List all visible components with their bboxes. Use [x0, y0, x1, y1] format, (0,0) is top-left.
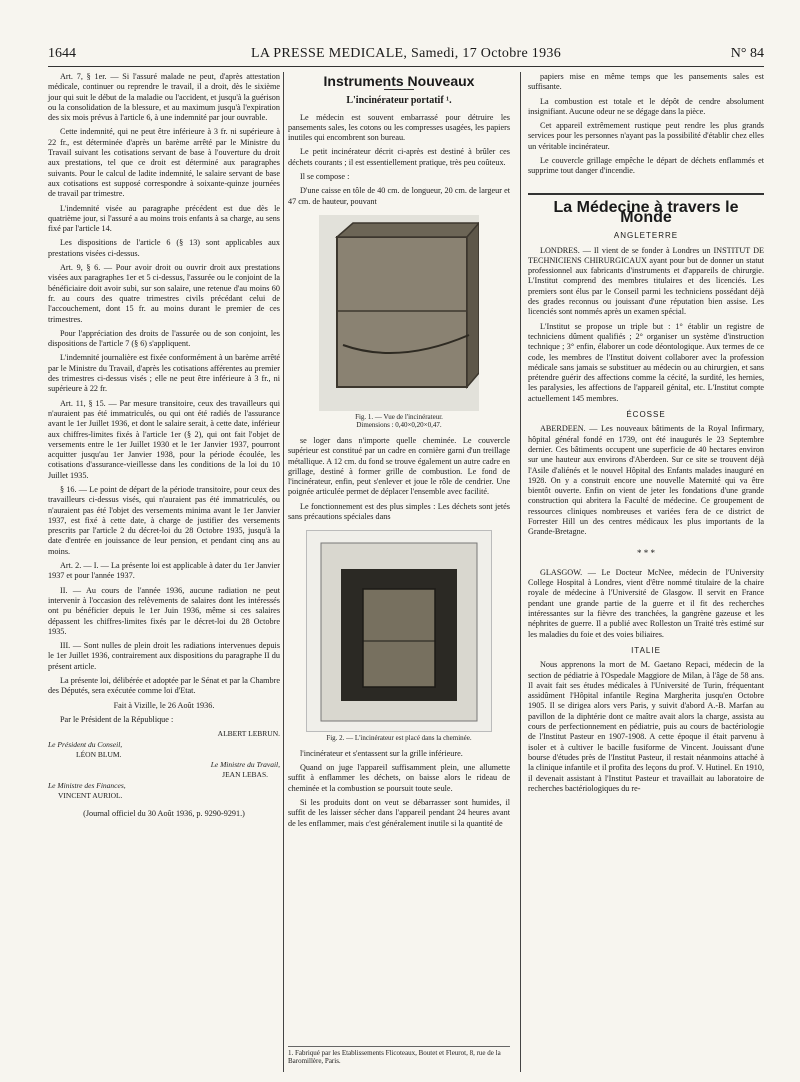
column-divider-2: [520, 72, 521, 1072]
signature-title: Le Ministre du Travail,: [210, 760, 280, 770]
signature-name: JEAN LEBAS.: [222, 770, 268, 780]
signature-title: Le Ministre des Finances,: [48, 780, 126, 790]
paragraph: Art. 2. — I. — La présente loi est applicable à dater du 1er Janvier 1937 et pour l'année 1937.: [48, 561, 280, 581]
country-heading: ÉCOSSE: [626, 410, 666, 420]
paragraph: Pour l'appréciation des droits de l'assurée ou de son conjoint, les dispositions de l'article 7 (§ 6) s'appliquent.: [48, 328, 280, 349]
page-header: [48, 40, 764, 67]
paragraph: Cette indemnité, qui ne peut être inférieure à 3 fr. ni supérieure à 22 fr., est déterminée d'après un barème arrêté par le Ministre du Travail suivant les cotisations servant de base à l'ouverture du droit aux prestations, tel que ce droit est déterminé aux paragraphes suivants. Pour le calcul de ladite indemnité, le salaire servant de base aux cotisations est supposé correspondre à soixante-quinze journées de travail par trimestre.: [48, 127, 280, 199]
signature-name: VINCENT AURIOL.: [58, 791, 123, 800]
paragraph: L'indemnité visée au paragraphe précédent est due dès le quatrième jour, si l'assuré a au moins trois enfants à sa charge, au sens fixé par l'article 14.: [48, 203, 280, 234]
page-number: 1644: [48, 46, 76, 61]
paragraph: Art. 7, § 1er. — Si l'assuré malade ne peut, d'après attestation médicale, continuer ou reprendre le travail, il a droit, dès le sixième jour qui suit le début de la maladie ou l'accident, et jusqu'à la guérison ou la consolidation de la blessure, et au maximum jusqu'à l'expiration des six mois prévus à l'article 6, à une indemnité par jour ouvrable.: [48, 72, 280, 123]
paragraph: Le couvercle grillage empêche le départ de déchets enflammés et supprime tout danger d'incendie.: [528, 156, 764, 176]
paragraph: Le petit incinérateur décrit ci-après est destiné à brûler ces déchets courants ; il est essentiellement pratique, très peu coûteux.: [288, 147, 510, 167]
figure-caption: Fig. 1. — Vue de l'incinérateur.: [355, 412, 443, 421]
source-citation: (Journal officiel du 30 Août 1936, p. 9290-9291.): [83, 809, 245, 819]
fireplace-photo: [306, 530, 492, 732]
paragraph: Art. 9, § 6. — Pour avoir droit ou ouvrir droit aux prestations visées aux paragraphes 1er et 5 ci-dessus, l'assurée ou le conjoint de la bénéficiaire doit avoir subi, sur son salaire, une retenue d'au moins 60 fr. au cours des quatre trimestres civils précédant celui de l'accouchement, dont 15 fr. au moins durant le premier de ces trimestres.: [48, 263, 280, 324]
paragraph: Quand on juge l'appareil suffisamment plein, une allumette suffit à enflammer les déchets, on baisse alors le rideau de cheminée et la combustion se poursuit toute seule.: [288, 763, 510, 793]
paragraph: La présente loi, délibérée et adoptée par le Sénat et par la Chambre des Députés, sera exécutée comme loi d'Etat.: [48, 676, 280, 696]
paragraph: III. — Sont nulles de plein droit les radiations intervenues depuis le 1er Juillet 1936, contrairement aux dispositions du paragraphe II du présent article.: [48, 641, 280, 671]
signature-name: LÉON BLUM.: [76, 749, 122, 759]
fireplace-illustration: [307, 531, 491, 731]
paragraph: l'incinérateur et s'entassent sur la grille inférieure.: [300, 748, 463, 758]
journal-title: LA PRESSE MEDICALE, Samedi, 17 Octobre 1936: [251, 46, 561, 61]
paragraph: Par le Président de la République :: [60, 714, 174, 724]
footnote: 1. Fabriqué par les Etablissements Flicoteaux, Boutet et Fleurot, 8, rue de la Baromillère, Paris.: [288, 1046, 510, 1065]
paragraph: § 16. — Le point de départ de la période transitoire, pour ceux des travailleurs ci-dessus visés, qui n'auraient pas été immatriculés, ou n'auraient pas été l'objet des versements minima avant le 1er Janvier 1937, est fixé à cette date, à charge de justifier des versements prescrits par l'article 2 du décret-loi du 28 Octobre 1935, jusqu'à la date d'entrée en jouissance de leur pension, et pendant cinq ans au moins.: [48, 484, 280, 556]
paragraph: ABERDEEN. — Les nouveaux bâtiments de la Royal Infirmary, hôpital général fondé en 1739, ont été inaugurés le 23 Septembre dernier. Ces bâtiments occupent une superficie de 40 hectares environ sur une hauteur aux environs d'Aberdeen. Sur ce site se trouvent déjà l'Asile d'aliénés et le nouvel Hôpital des Enfants malades inauguré en 1928. On y a construit encore une nouvelle Maternité qui va être bientôt ouverte. Enfin on vient de jeter les fondations d'une grande construction qui abritera la Faculté de médecine. Ce groupement de ressources cliniques nombreuses et variées fera de ce district de Forrester Hill un des centres médicaux les plus importants de la Grande-Bretagne.: [528, 424, 764, 537]
law-text-column: [48, 72, 280, 824]
paragraph: se loger dans n'importe quelle cheminée. Le couvercle supérieur est constitué par un cadre en cornière garni d'un treillage métallique. A 12 cm. du fond se trouve également un autre cadre en grillage, destiné à former grille de combustion. Le fond de l'incinérateur, enfin, peut s'enlever et joue le rôle de cendrier. Une poignée articulée permet de déplacer l'ensemble avec facilité.: [288, 435, 510, 497]
instruments-column: [288, 72, 510, 833]
signatures: [48, 729, 280, 801]
paragraph: LONDRES. — Il vient de se fonder à Londres un INSTITUT DE TECHNICIENS CHIRURGICAUX ayant pour but de donner un statut professionnel aux fabricants d'instruments et d'appareils de chirurgie. L'Institut comprend des membres titulaires et des licenciés. Les premiers sont élus par le Conseil parmi les techniciens possédant déjà des grades reconnus ou jouissant d'une réputation bien assise. Les licenciés sont nommés après un examen spécial.: [528, 245, 764, 317]
paragraph: Le médecin est souvent embarrassé pour détruire les pansements sales, les cotons ou les compresses usagées, les papiers inutiles qui encombrent son bureau.: [288, 112, 510, 143]
paragraph: Fait à Vizille, le 26 Août 1936.: [113, 700, 215, 710]
paragraph: Il se compose :: [300, 172, 350, 182]
signature-president: ALBERT LEBRUN.: [217, 729, 280, 739]
section-title: La Médecine à travers le Monde: [528, 193, 764, 224]
paragraph: Les dispositions de l'article 6 (§ 13) sont applicables aux prestations visées ci-dessus.: [48, 238, 280, 258]
section-title: Instruments Nouveaux: [323, 73, 475, 89]
paragraph: Si les produits dont on veut se débarrasser sont humides, il suffit de les laisser sécher dans l'appareil pendant 24 heures avant de les enflammer, mais c'est généralement inutile si la quantité de: [288, 798, 510, 828]
figure-dimensions: Dimensions : 0,40×0,20×0,47.: [356, 421, 442, 430]
paragraph: Art. 11, § 15. — Par mesure transitoire, ceux des travailleurs qui n'auraient pas été immatriculés, ou qui ont été radiés de l'assurance avant le 1er Juillet 1936, et dont le salaire serait, à cette date, inférieur aux chiffres-limites fixés à l'article 1er (§ 2), qui ont fait l'objet de versements entre le 1er Juillet 1930 et le 1er Janvier 1937, pourront acquitter jusqu'au 1er Janvier 1938, pour la période écoulée, les cotisations d'assurance-vieillesse dans les conditions de la loi du 10 Juillet 1935.: [48, 398, 280, 480]
paragraph: D'une caisse en tôle de 40 cm. de longueur, 20 cm. de largeur et 47 cm. de hauteur, pouvant: [288, 186, 510, 206]
issue-number: N° 84: [730, 46, 764, 61]
paragraph: La combustion est totale et le dépôt de cendre absolument insignifiant. Aucune odeur ne se dégage dans la pièce.: [528, 96, 764, 116]
signature-title: Le Président du Conseil,: [48, 739, 123, 749]
paragraph: II. — Au cours de l'année 1936, aucune radiation ne peut intervenir à l'occasion des relèvements de salaires dont les intéressés ont pu bénéficier depuis le 1er Juin 1936, même si ces salaires dépassent les chiffres-limites fixés par le décret-loi du 28 Octobre 1935.: [48, 585, 280, 636]
paragraph: papiers mise en même temps que les pansements sales est suffisante.: [528, 72, 764, 92]
separator-stars: * * *: [637, 547, 655, 558]
article-title: L'incinérateur portatif ¹.: [346, 95, 452, 107]
paragraph: Nous apprenons la mort de M. Gaetano Repaci, médecin de la section de pédiatrie à l'Ospedale Maggiore de Milan, à l'âge de 58 ans. Il avait fait ses études médicales à l'Université de Turin, fréquentant assidûment l'Hôpital infantile Regina Margherita jusqu'en Octobre 1905. Il se dirigea alors vers Paris, y suivit d'abord A.-B. Marfan au pavillon de la diphtérie dont ce maître avait alors la charge, assista au cours de perfectionnement en pédiatrie, puis au cours de bactériologie de l'Institut Pasteur en 1907-1908. A cette époque il était parvenu à isoler et à cultiver le bacille fusiforme de Vincent. Jouissant d'une bourse d'études près de l'Institut Pasteur, il restait néanmoins attaché à la clinique infantile et il profita des leçons du prof. V. Hutinel. En 1910, il devenait assistant à l'Institut Pasteur et travaillait au laboratoire de recherches bactériologiques du re-: [528, 660, 764, 793]
incinerator-illustration: [319, 215, 479, 411]
paragraph: L'indemnité journalière est fixée conformément à un barème arrêté par le Ministre du Travail, d'après les cotisations afférentes au premier des trimestres ci-dessus visés ; elle ne peut être inférieure à 3 fr., ni supérieure à 22 fr.: [48, 353, 280, 394]
divider: [384, 89, 414, 90]
figure-caption: Fig. 2. — L'incinérateur est placé dans la cheminée.: [326, 734, 472, 743]
world-medicine-column: [528, 72, 764, 798]
paragraph: GLASGOW. — Le Docteur McNee, médecin de l'University College Hospital à Londres, vient d'être nommé titulaire de la chaire royale de médecine à l'Université de Glasgow. Il servit en France pendant une grande partie de la guerre et il fit des recherches intéressantes sur la fièvre des tranchées, la gangrène gazeuse et les néphrites de guerre. Il a publié avec Rolleston un Traité très estimé sur les maladies du foie et des voies biliaires.: [528, 567, 764, 639]
country-heading: ANGLETERRE: [613, 231, 679, 241]
paragraph: Le fonctionnement est des plus simples : Les déchets sont jetés sans précautions spéciales dans: [288, 501, 510, 522]
paragraph: L'Institut se propose un triple but : 1° établir un registre de techniciens dûment qualifiés ; 2° organiser un système d'instruction technique ; 3° enfin, élaborer un code déontologique. Aux termes de ce code, les membres de l'Institut doivent collaborer avec la profession médicale sans jamais se substituer au médecin ou au chirurgien, et sans prétendre guérir des affections comme la cécité, la surdité, les hernies, les paralysies, les affections de l'appareil génital, etc. L'Institut compte actuellement 145 membres.: [528, 321, 764, 403]
incinerator-photo: [319, 215, 479, 411]
paragraph: Cet appareil extrêmement rustique peut rendre les plus grands services pour les personnes n'ayant pas la possibilité d'établir chez elles un véritable incinérateur.: [528, 121, 764, 151]
column-divider-1: [283, 72, 284, 1072]
country-heading: ITALIE: [631, 645, 661, 655]
